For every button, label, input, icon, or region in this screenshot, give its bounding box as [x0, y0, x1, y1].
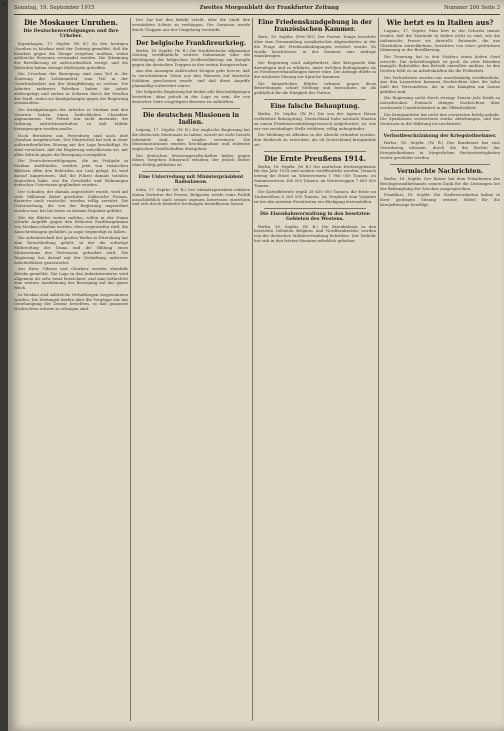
header-date: Sonntag, 19. September 1915 — [14, 5, 95, 11]
paragraph: Leipzig, 17. Septbr. (W. B.) Die englische Regierung hat die deutschen Missionare in Indien, soweit sie nicht bereits interniert sind, des Landes verwiesen. Die Missionsstationen wurden beschlagnahmt und teilweise englischen Gesellschaften übergeben. — [132, 126, 250, 152]
divider — [142, 171, 240, 172]
article-heading: Die Ernte Preußens 1914. — [264, 153, 366, 163]
article-subheading: Die Deutschenverfolgungen und ihre Urheber. — [23, 29, 119, 40]
page-header — [14, 2, 500, 14]
article-heading: Verlustbeschränkung der Kriegsteilnehmer. — [383, 134, 497, 140]
paragraph: Sofia, 17. Septbr. (W. B.) Der Ministerpräsident erklärte einem Vertreter der Presse, Bulgarien werde seine Politik ausschließlich nach seinen eigenen Interessen einrichten und sich durch keinerlei Drohungen beeinflussen lassen. — [132, 186, 250, 207]
paragraph: Berlin, 18. Septbr. (W. B.) Die Norddeutsche Allgemeine Zeitung veröffentlicht weitere Dokumente über die Beteiligung der belgischen Zivilbevölkerung am Kampfe gegen die deutschen Truppen in den ersten Kriegswochen. — [132, 47, 250, 68]
header-page-number: Nummer 260 Seite 3 — [443, 5, 500, 11]
newspaper-page — [2, 0, 504, 731]
column-separator — [130, 18, 131, 721]
paragraph: Berlin, 18. Septbr. (W. B.) Die amtlichen Ernteergebnisse für das Jahr 1914 sind soeben veröffentlicht worden. Danach betrug die Ernte an Winterweizen 1 986 000 Tonnen, an Sommerweizen 386 000 Tonnen, an Winterroggen 7 860 000 Tonnen. — [254, 163, 376, 188]
divider — [264, 151, 366, 152]
paragraph: Die Regierung sucht durch strenge Zensur jede Kritik zu unterdrücken. Dennoch dringen Nachrichten über wachsende Unzufriedenheit in die Öffentlichkeit. — [380, 95, 500, 111]
paragraph: Wie die Blätter weiter melden, sollen in der Duma scharfe Angriffe gegen den früheren Stadthauptmann von Moskau erhoben werden, dem vorgeworfen wird, die Ausschreitungen geduldet, ja sogar begünstigt zu haben. — [14, 214, 128, 235]
paragraph: Die Regierung wird aufgefordert, ihre Kriegsziele klar darzulegen und zu erklären, unter welchen Bedingungen sie zu Friedensverhandlungen bereit wäre. Die Anfrage dürfte in der nächsten Sitzung zur Sprache kommen. — [254, 59, 376, 80]
article-heading: Die Moskauer Unruhen. — [23, 18, 119, 27]
paragraph: Nach Berichten aus Petersburg sind auch dort Unruhen ausgebrochen. Der Ministerrat hat sich in einer außerordentlichen Sitzung mit der Lage beschäftigt. Es wird versichert, daß die Regierung entschlossen sei, mit allen Mitteln gegen die Bewegung vorzugehen. — [14, 132, 128, 157]
paragraph: Aus Kiew, Odessa und Charkow werden ebenfalls Streiks gemeldet. Die Lage in den Industriezentren wird allgemein als sehr ernst bezeichnet, und man befürchtet eine weitere Ausdehnung der Bewegung auf das ganze Reich. — [14, 265, 128, 291]
paragraph: Die bürgerlichen Blätter nehmen gegen diese Bestrebungen scharf Stellung und bezeichnen sie als gefährlich für die Einigkeit der Nation. — [254, 80, 376, 96]
header-rule — [14, 14, 500, 15]
article-heading: Vermischte Nachrichten. — [396, 167, 484, 175]
paragraph: Berlin, 18. Septbr. (W. B.) Die von der Agence Havas verbreitete Behauptung, Deutschland habe neutrale Staaten zu einem Friedensvermittlungsversuch aufgefordert, ist, wie wir von zuständiger Stelle erfahren, völlig unbegründet. — [254, 111, 376, 131]
page-marker: 3 — [2, 2, 6, 8]
article-heading: Die deutschen Missionen in Indien. — [142, 111, 240, 126]
article-heading: Eine Friedenskundgebung in der französischen Kammer. — [258, 19, 372, 33]
paragraph: Berlin, 18. Septbr. (W. B.) Die Eisenbahnen in den besetzten Gebieten Belgiens und Nordfrankreichs werden von der deutschen Militärverwaltung betrieben. Der Verkehr hat sich in den letzten Monaten erheblich gehoben. — [254, 223, 376, 244]
column-separator — [252, 18, 253, 721]
paragraph: Lugano, 17. Septbr. Man hört in der Schweiz immer wieder, daß die Zustände in Italien nicht so sind, wie die italienische Presse sie darstellt. Reisende, die aus Oberitalien zurückkehren, berichten von einer gedrückten Stimmung in der Bevölkerung. — [380, 28, 500, 53]
paragraph: Kopenhagen, 17. Septbr. (W. B.) Zu den heutigen Unruhen in Moskau wird der Zeitung gemeldet, daß die Kosaken gegen die Menge vorgehen mußten, wobei zahlreiche Personen verwundet wurden. Die Stimmung der Bevölkerung ist außerordentlich erregt, und die Behörden haben strenge Maßregeln getroffen. — [14, 40, 128, 71]
paragraph: Die deutschen Missionsgesellschaften haben gegen dieses Vorgehen Einspruch erhoben, der jedoch bisher ohne Erfolg geblieben ist. — [132, 152, 250, 168]
paragraph: Die Verlustlisten werden nur unvollständig veröffentlicht. Aus den Lazaretten kommen Nachrichten über die hohe Zahl der Verwundeten, die in den Kämpfen am Isonzo gefallen sind. — [380, 74, 500, 95]
divider — [142, 108, 240, 109]
paragraph: Der Schaden, der damals angerichtet wurde, wird auf viele Millionen Rubel geschätzt. Zahlreiche Firmen, darunter auch russische, wurden völlig zerstört. Die Untersuchung, die von der Regierung angeordnet worden war, hat bis heute zu keinem Ergebnis geführt. — [14, 188, 128, 214]
paragraph: Berlin, 18. Septbr. Der Kaiser hat dem Präsidenten des Reichsgesundheitsamts seinen Dank für die Leistungen bei der Bekämpfung der Seuchen ausgesprochen. — [380, 175, 500, 191]
paragraph: Die Kundgebungen der Arbeiter in Moskau und den Vororten haben einen bedrohlichen Charakter angenommen. Die Polizei war nicht imstande, die Ordnung aufrechtzuerhalten, so daß Militär herangezogen werden mußte. — [14, 106, 128, 132]
paragraph: Frankfurt, 18. Septbr. Die Stadtverordneten haben in ihrer gestrigen Sitzung weitere Mittel für die Kriegsfürsorge bewilligt. — [380, 191, 500, 207]
paragraph: In Moskau sind zahlreiche Verhaftungen vorgenommen worden. Die Zeitungen dürfen über die Vorgänge nur mit Genehmigung der Zensur berichten, so daß genauere Nachrichten schwer zu erlangen sind. — [14, 291, 128, 312]
paragraph: Bern, 18. Septbr. (Priv.-Tel.) Der Pariser Temps berichtet über eine Versammlung sozialistischer Abgeordneter, in der die Frage der Friedensbedingungen erörtert wurde. Es wurde beschlossen, in der Kammer eine Anfrage einzubringen. — [254, 34, 376, 59]
column-separator — [378, 18, 379, 721]
paragraph: Aus den Aussagen zahlreicher Zeugen geht hervor, daß in verschiedenen Orten aus den Häusern auf deutsche Soldaten geschossen wurde, und daß diese Angriffe planmäßig vorbereitet waren. — [132, 68, 250, 88]
paragraph: Die Deutschenverfolgungen, die im Frühjahr in Moskau stattfanden, werden jetzt von russischen Blättern offen den Behörden zur Last gelegt. Es wird darauf hingewiesen, daß die Polizei damals tatenlos zugesehen habe, wie die Geschäfte und Wohnungen deutscher Untertanen geplündert wurden. — [14, 158, 128, 188]
article-heading: Eine falsche Behauptung. — [270, 103, 360, 111]
column-4 — [380, 18, 500, 723]
column-1 — [14, 18, 128, 723]
divider — [390, 130, 490, 131]
header-title: Zweites Morgenblatt der Frankfurter Zeitung — [199, 5, 339, 11]
paragraph: Die Ursachen der Bewegung sind zum Teil in der Teuerung der Lebensmittel, zum Teil in der Unzufriedenheit mit der Kriegführung zu suchen. Die Arbeiter mehrerer Fabriken haben die Arbeit niedergelegt und ziehen in Scharen durch die Straßen der Stadt, wobei sie Kundgebungen gegen die Regierung veranstalten. — [14, 71, 128, 106]
paragraph: Die Meldung ist offenbar in der Absicht erfunden worden, den Eindruck zu erwecken, als ob Deutschland kriegsmüde sei. — [254, 132, 376, 147]
paragraph: Die Kartoffelernte ergab 28 450 000 Tonnen, die Ernte an Zuckerrüben 8 260 000 Tonnen. Im Vergleich zum Vorjahre ist bei den meisten Fruchtarten ein Rückgang festzustellen. — [254, 189, 376, 204]
article-heading: Eine Unterredung mit Ministerpräsident Radoslawow. — [138, 175, 244, 186]
divider — [142, 36, 240, 37]
divider — [264, 99, 366, 100]
paragraph: Die Kriegsanleihe hat nicht den erwarteten Erfolg gehabt. Die Sparkassen verzeichnen starke Abhebungen, und das Vertrauen in die Währung ist erschüttert. — [380, 111, 500, 127]
paragraph: Der Zar hat den Befehl erteilt, über die Stadt den verstärkten Schutz zu verhängen. Die Garnison wurde durch Truppen aus der Umgebung verstärkt. — [132, 17, 250, 32]
column-3 — [254, 18, 376, 723]
divider — [390, 164, 490, 165]
article-heading: Wie hetzt es in Italien aus? — [386, 18, 494, 27]
article-heading: Der belgische Frankfireurkrieg. — [136, 39, 246, 47]
article-heading: Die Eisenbahnverwaltung in den besetzten Gebieten des Westens. — [259, 211, 371, 223]
paragraph: Die Arbeiterschaft der großen Werke in Petersburg hat eine Entschließung gefaßt, in der die sofortige Einberufung der Duma und die Bildung eines Ministeriums des Vertrauens gefordert wird. Die Regierung hat darauf mit der Verhaftung mehrerer Arbeiterführer geantwortet. — [14, 235, 128, 265]
divider — [264, 208, 366, 209]
paragraph: Berlin, 18. Septbr. (W. B.) Der Bundesrat hat eine Verordnung erlassen, durch die die Rechte der Kriegsteilnehmer in bürgerlichen Rechtsstreitigkeiten weiter geschützt werden. — [380, 140, 500, 160]
column-2 — [132, 18, 250, 723]
paragraph: Die Teuerung hat in den Städten einen hohen Grad erreicht. Die Arbeitslosigkeit ist groß, da viele Fabriken mangels Rohstoffen den Betrieb einstellen mußten. In den Dörfern fehlt es an Arbeitskräften für die Feldarbeit. — [380, 53, 500, 74]
paragraph: Die belgische Regierung hat bisher alle Beschuldigungen bestritten, ohne jedoch in der Lage zu sein, die von deutscher Seite vorgelegten Beweise zu entkräften. — [132, 89, 250, 104]
